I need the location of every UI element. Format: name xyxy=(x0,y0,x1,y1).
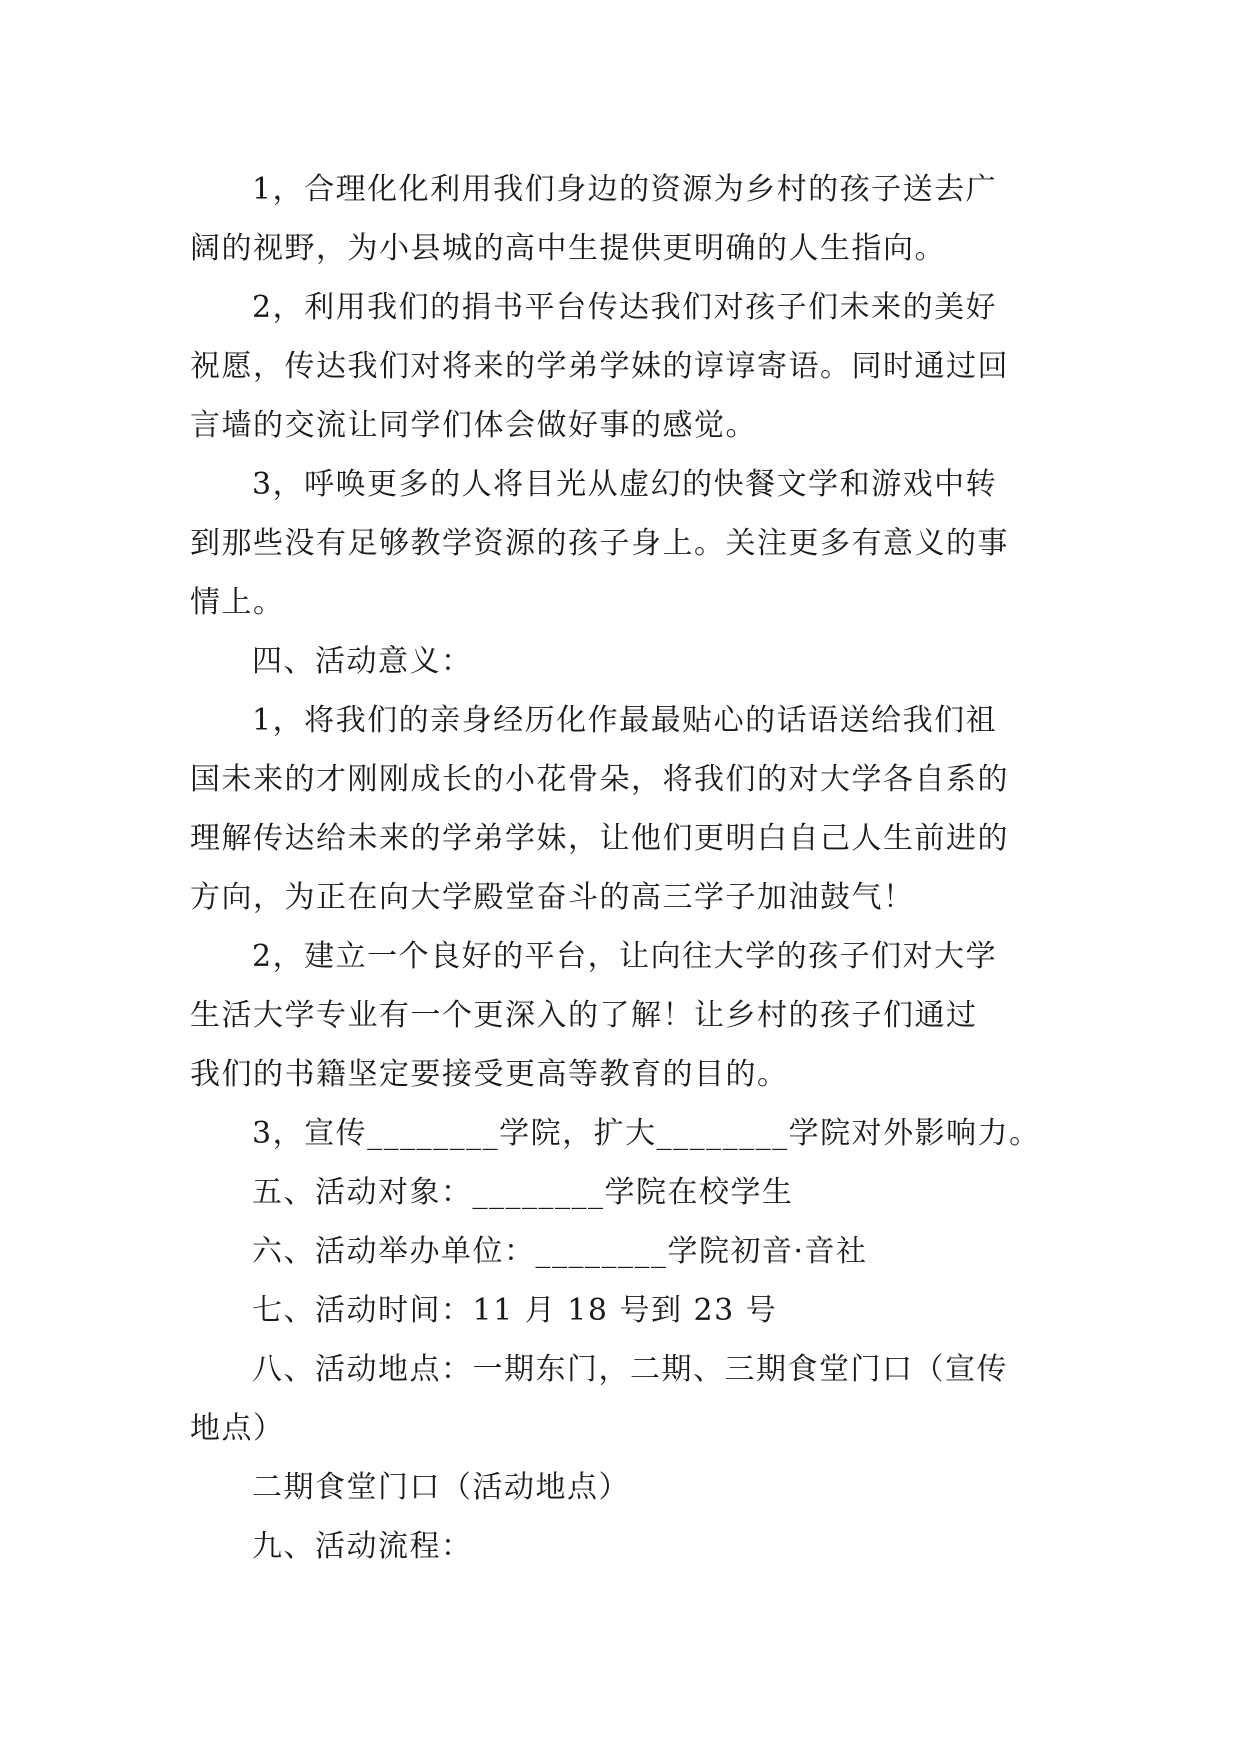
section-heading: 九、活动流程： xyxy=(252,1529,473,1564)
paragraph-line: 生活大学专业有一个更深入的了解！让乡村的孩子们通过 xyxy=(190,998,978,1033)
paragraph-line: 祝愿，传达我们对将来的学弟学妹的谆谆寄语。同时通过回 xyxy=(190,349,1009,384)
paragraph-line: 二期食堂门口（活动地点） xyxy=(252,1470,630,1505)
paragraph-line: 2，利用我们的捐书平台传达我们对孩子们未来的美好 xyxy=(252,290,998,325)
paragraph-line: 言墙的交流让同学们体会做好事的感觉。 xyxy=(190,408,757,443)
paragraph-line: 1，合理化化利用我们身边的资源为乡村的孩子送去广 xyxy=(252,172,998,207)
section-heading: 四、活动意义： xyxy=(252,644,473,679)
paragraph-line: 方向，为正在向大学殿堂奋斗的高三学子加油鼓气！ xyxy=(190,880,915,915)
paragraph-line: 3，宣传________学院，扩大________学院对外影响力。 xyxy=(252,1116,1041,1151)
paragraph-line: 1，将我们的亲身经历化作最最贴心的话语送给我们祖 xyxy=(252,703,998,738)
section-heading: 八、活动地点：一期东门，二期、三期食堂门口（宣传 xyxy=(252,1352,1008,1387)
section-heading: 五、活动对象：________学院在校学生 xyxy=(252,1175,794,1210)
paragraph-line: 理解传达给未来的学弟学妹，让他们更明白自己人生前进的 xyxy=(190,821,1009,856)
section-heading: 六、活动举办单位：________学院初音·音社 xyxy=(252,1234,868,1269)
paragraph-line: 到那些没有足够教学资源的孩子身上。关注更多有意义的事 xyxy=(190,526,1009,561)
paragraph-line: 阔的视野，为小县城的高中生提供更明确的人生指向。 xyxy=(190,231,946,266)
paragraph-line: 地点） xyxy=(190,1411,285,1446)
paragraph-line: 我们的书籍坚定要接受更高等教育的目的。 xyxy=(190,1057,789,1092)
paragraph-line: 国未来的才刚刚成长的小花骨朵，将我们的对大学各自系的 xyxy=(190,762,1009,797)
paragraph-line: 情上。 xyxy=(190,585,285,620)
document-body xyxy=(190,160,1060,1576)
paragraph-line: 3，呼唤更多的人将目光从虚幻的快餐文学和游戏中转 xyxy=(252,467,998,502)
paragraph-line: 2，建立一个良好的平台，让向往大学的孩子们对大学 xyxy=(252,939,998,974)
section-heading: 七、活动时间：11 月 18 号到 23 号 xyxy=(252,1293,778,1328)
